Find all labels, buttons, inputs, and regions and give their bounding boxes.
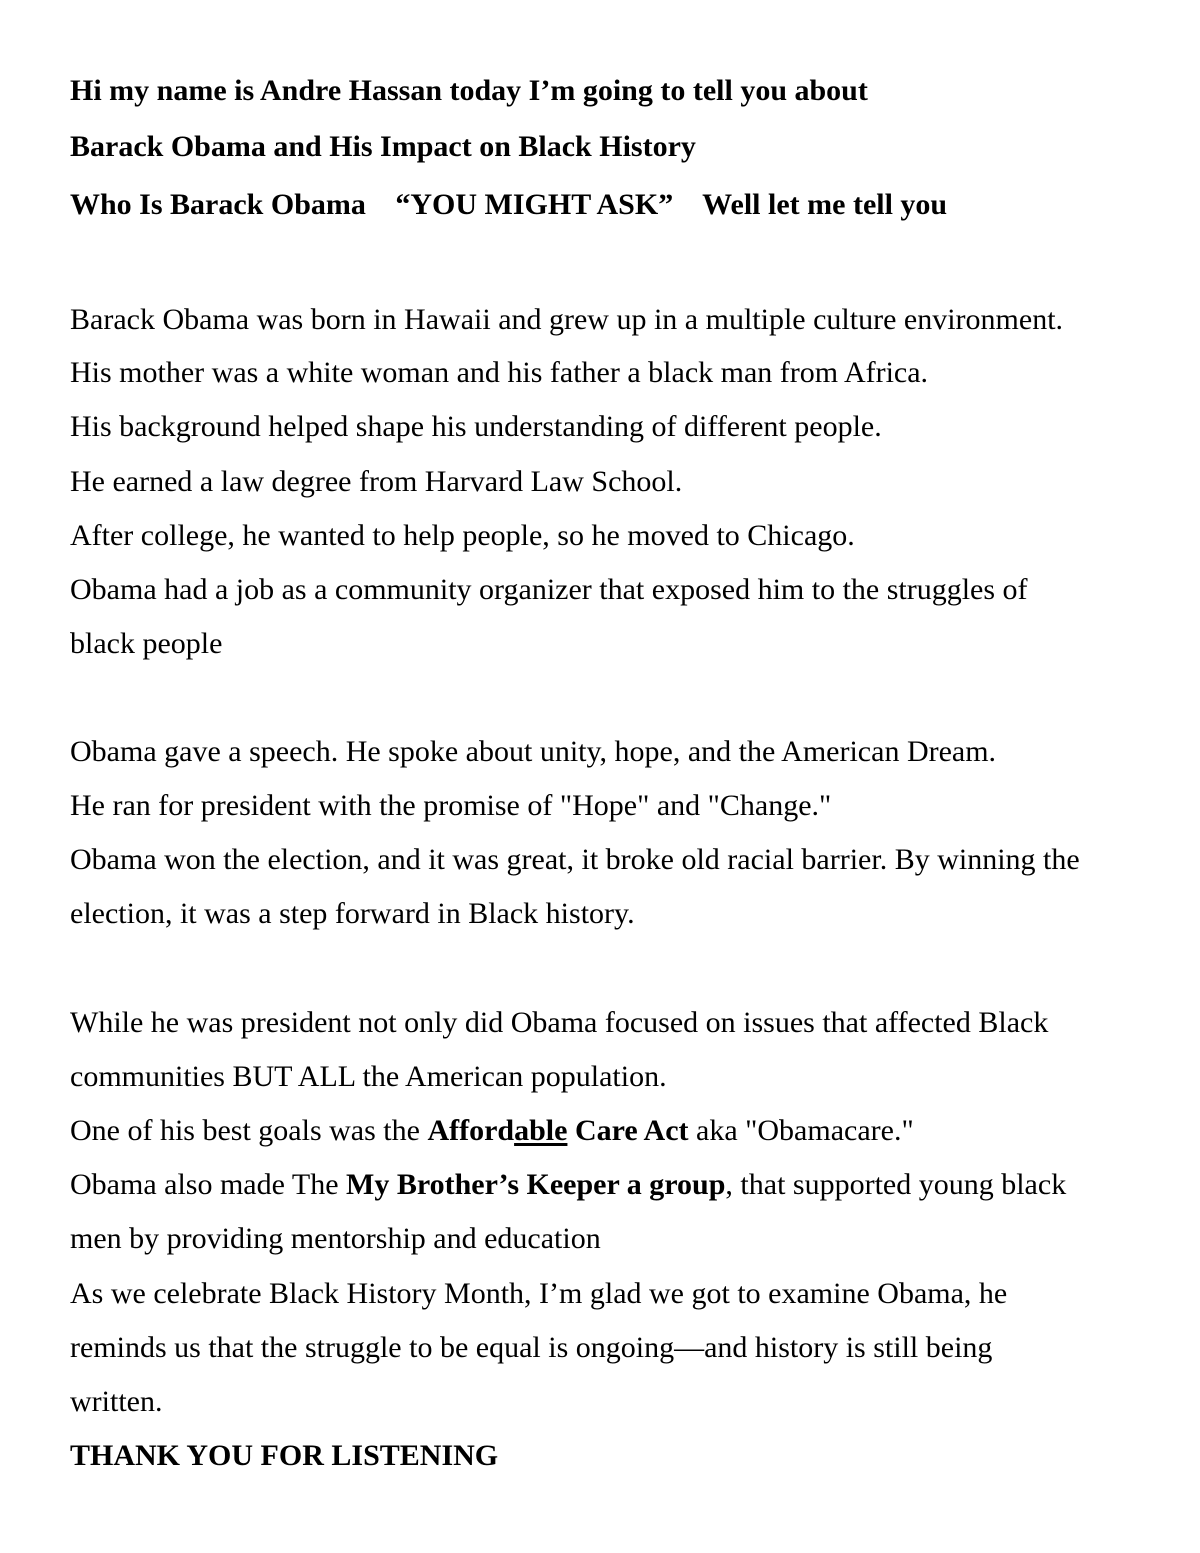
title-line: Barack Obama and His Impact on Black History (70, 130, 696, 163)
paragraph-line: As we celebrate Black History Month, I’m glad we got to examine Obama, he (70, 1277, 1008, 1310)
paragraph-line: His mother was a white woman and his father a black man from Africa. (70, 356, 929, 389)
paragraph-line: communities BUT ALL the American population. (70, 1060, 667, 1093)
mbk-name: My Brother’s Keeper a group (346, 1168, 726, 1201)
aca-line (70, 1116, 914, 1146)
paragraph-line: After college, he wanted to help people, so he moved to Chicago. (70, 519, 855, 552)
aca-name-part-2: Care Act (567, 1114, 689, 1147)
paragraph-line: election, it was a step forward in Black history. (70, 897, 635, 930)
paragraph-line: Obama won the election, and it was great, it broke old racial barrier. By winning the (70, 843, 1080, 876)
paragraph-line: Obama gave a speech. He spoke about unity, hope, and the American Dream. (70, 735, 997, 768)
paragraph-line: Obama had a job as a community organizer that exposed him to the struggles of (70, 573, 1028, 606)
paragraph-line: While he was president not only did Obama focused on issues that affected Black (70, 1006, 1049, 1039)
paragraph-line: men by providing mentorship and education (70, 1222, 601, 1255)
paragraph-line: reminds us that the struggle to be equal is ongoing—and history is still being (70, 1331, 993, 1364)
paragraph-line: He ran for president with the promise of "Hope" and "Change." (70, 789, 832, 822)
aca-text-tail: aka "Obamacare." (688, 1114, 914, 1147)
paragraph-line: Barack Obama was born in Hawaii and grew up in a multiple culture environment. (70, 303, 1064, 336)
question-part-3: Well let me tell you (702, 188, 948, 221)
paragraph-line: written. (70, 1385, 163, 1418)
aca-name-underlined: able (514, 1114, 568, 1147)
question-part-2: “YOU MIGHT ASK” (395, 188, 674, 221)
question-part-1: Who Is Barack Obama (70, 188, 366, 221)
intro-line: Hi my name is Andre Hassan today I’m going to tell you about (70, 74, 868, 107)
closing-line: THANK YOU FOR LISTENING (70, 1439, 499, 1472)
paragraph-line: black people (70, 627, 223, 660)
mbk-line (70, 1170, 1066, 1200)
aca-text-lead: One of his best goals was the (70, 1114, 428, 1147)
paragraph-line: His background helped shape his understanding of different people. (70, 410, 882, 443)
aca-name-part-1: Afford (427, 1114, 515, 1147)
mbk-text-lead: Obama also made The (70, 1168, 347, 1201)
question-line (70, 190, 947, 220)
paragraph-line: He earned a law degree from Harvard Law School. (70, 465, 683, 498)
mbk-text-tail: , that supported young black (725, 1168, 1067, 1201)
